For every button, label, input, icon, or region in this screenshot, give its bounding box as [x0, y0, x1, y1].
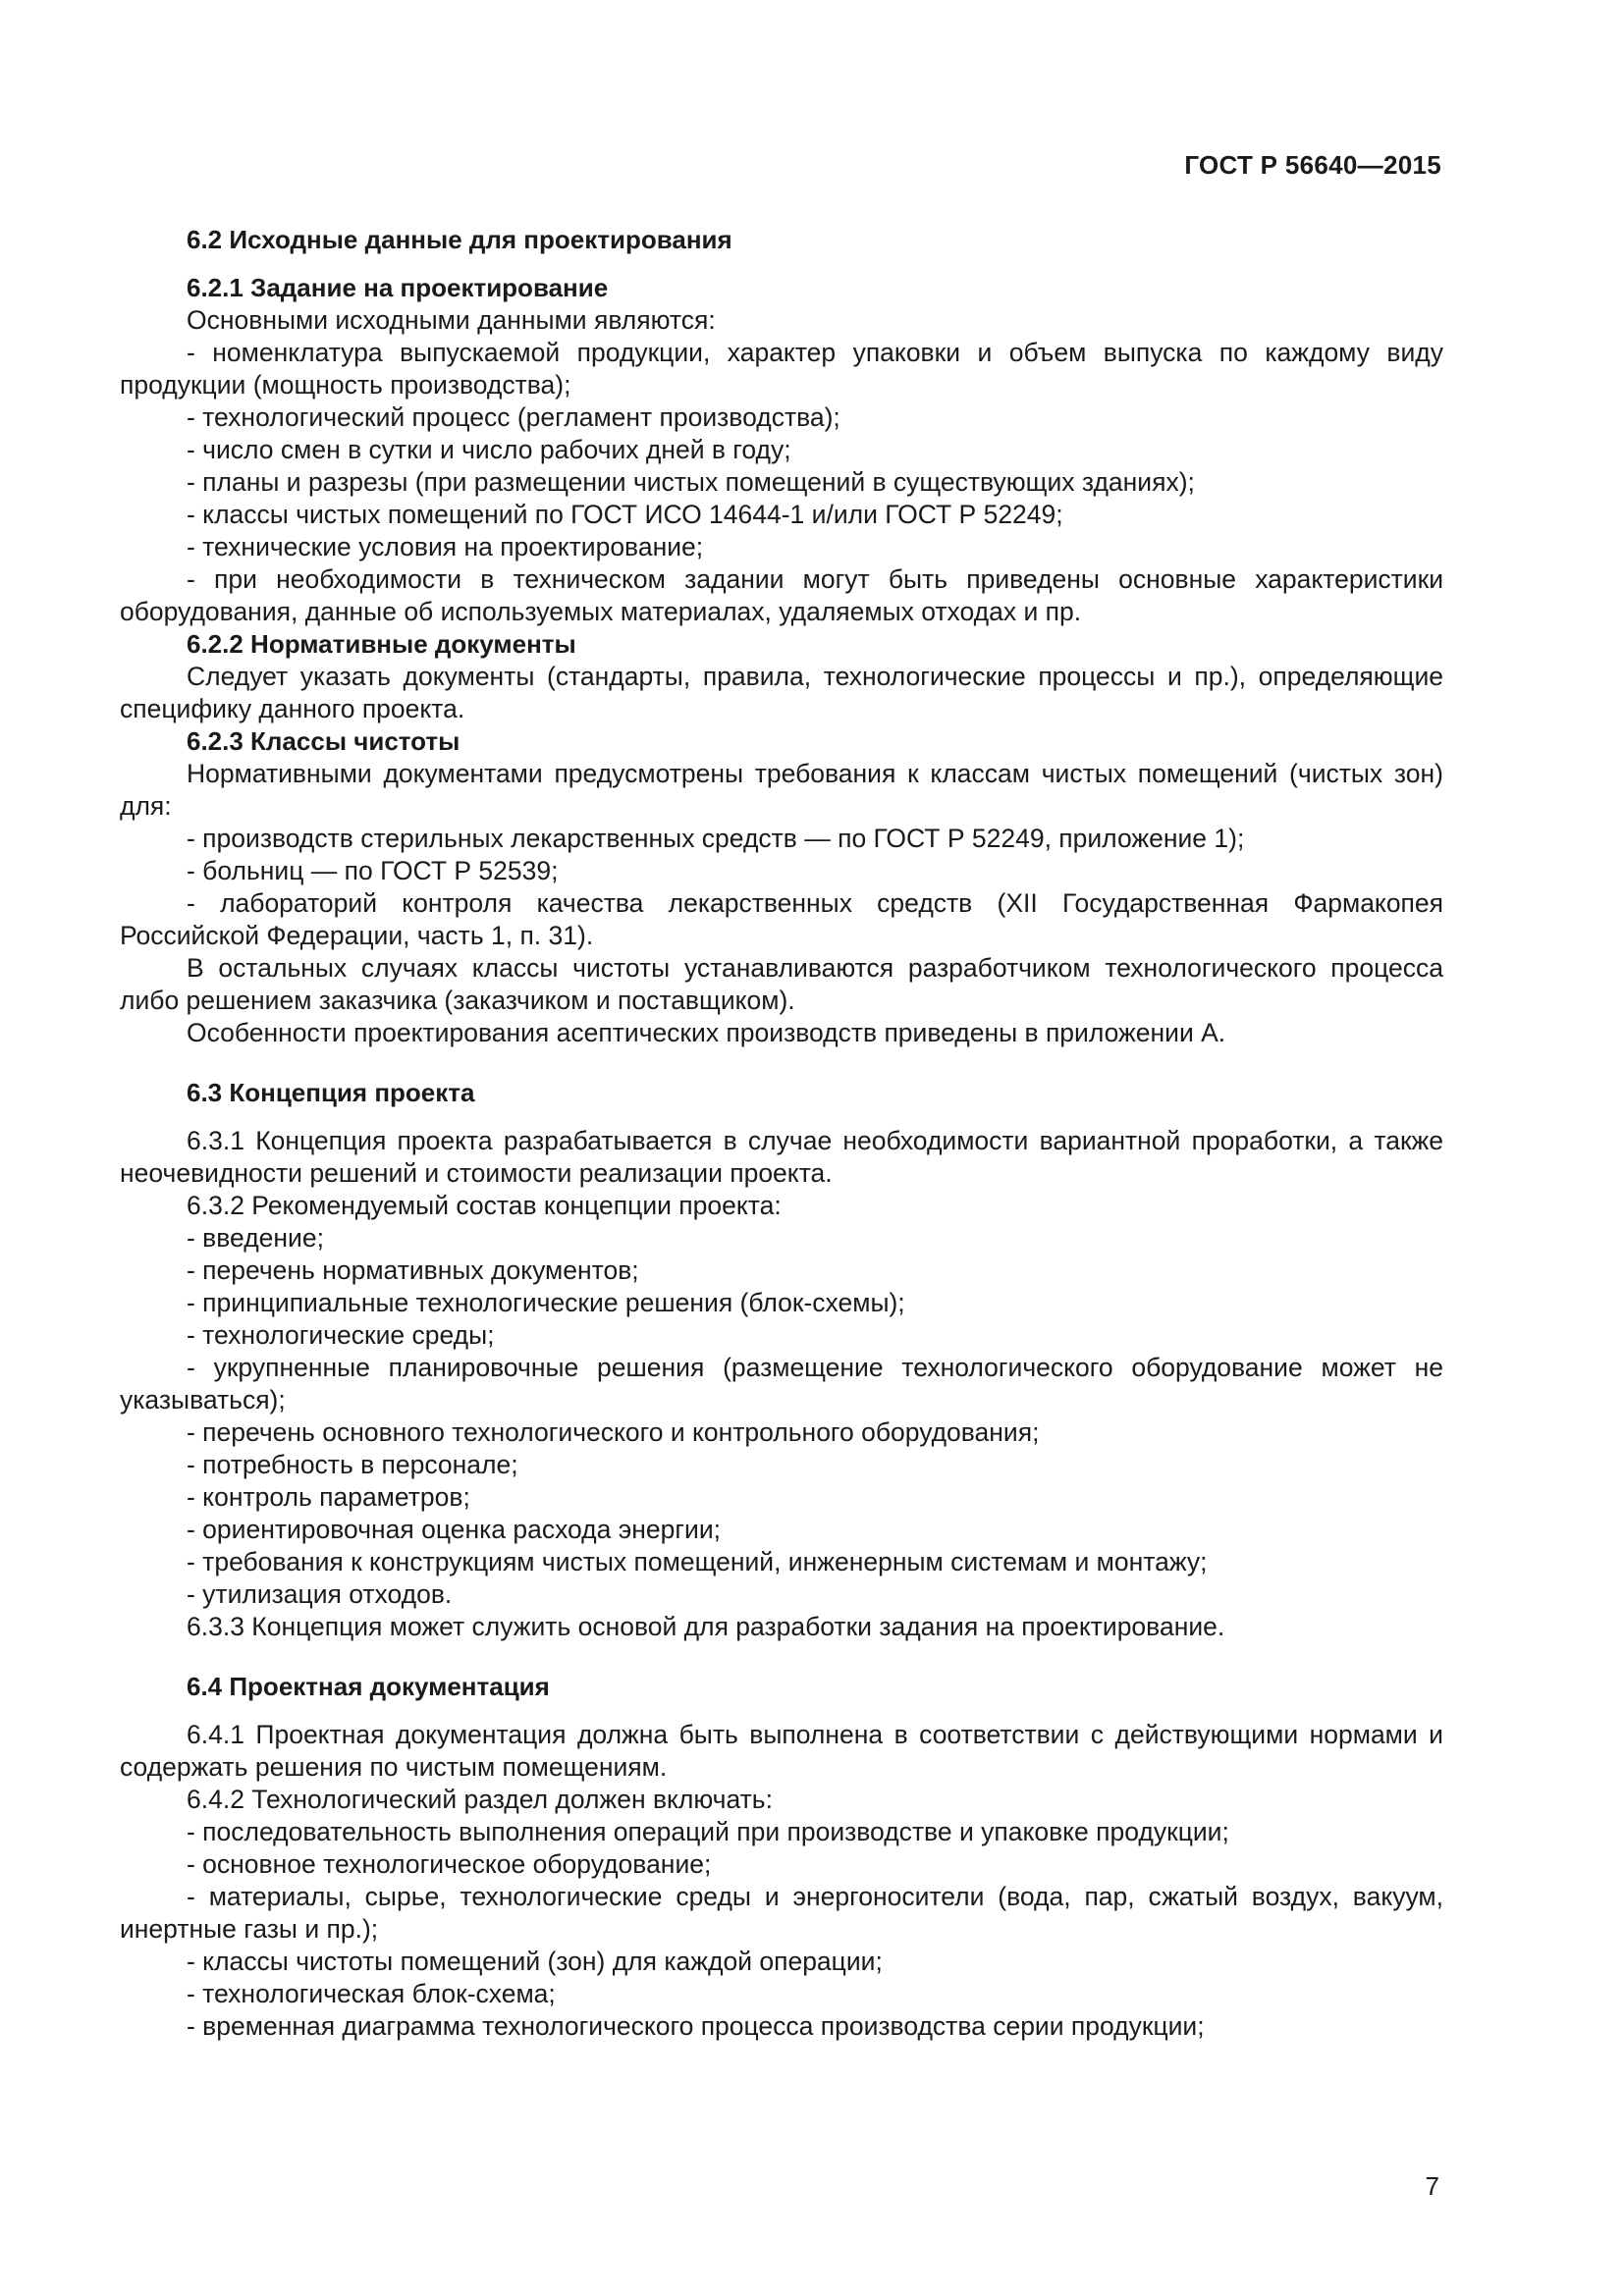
body-paragraph: - контроль параметров;	[187, 1482, 470, 1512]
body-paragraph: - лабораторий контроля качества лекарственных средств (XII Государственная Фармакопея Российской Федерации, часть 1, п. 31).	[120, 888, 1443, 950]
body-paragraph: - больниц — по ГОСТ Р 52539;	[187, 856, 559, 885]
body-paragraph: Следует указать документы (стандарты, правила, технологические процессы и пр.), определяющие специфику данного проекта.	[120, 662, 1443, 723]
section-heading: 6.2.1 Задание на проектирование	[187, 273, 609, 302]
body-paragraph: - при необходимости в техническом задании могут быть приведены основные характеристики оборудования, данные об используемых материалах, удаляемых отходах и пр.	[120, 564, 1443, 626]
body-paragraph: - последовательность выполнения операций при производстве и упаковке продукции;	[187, 1817, 1229, 1846]
body-paragraph: - планы и разрезы (при размещении чистых помещений в существующих зданиях);	[187, 467, 1195, 497]
body-paragraph: Особенности проектирования асептических производств приведены в приложении А.	[187, 1018, 1226, 1047]
body-paragraph: - временная диаграмма технологического процесса производства серии продукции;	[187, 2011, 1205, 2041]
body-paragraph: - принципиальные технологические решения (блок-схемы);	[187, 1288, 905, 1317]
body-paragraph: Нормативными документами предусмотрены требования к классам чистых помещений (чистых зон) для:	[120, 759, 1443, 821]
body-paragraph: - ориентировочная оценка расхода энергии;	[187, 1515, 722, 1544]
body-paragraph: - перечень нормативных документов;	[187, 1255, 639, 1285]
body-paragraph: - материалы, сырье, технологические среды и энергоносители (вода, пар, сжатый воздух, вакуум, инертные газы и пр.);	[120, 1882, 1443, 1944]
section-heading: 6.3 Концепция проекта	[187, 1078, 475, 1107]
body-paragraph: - производств стерильных лекарственных средств — по ГОСТ Р 52249, приложение 1);	[187, 824, 1245, 853]
section-heading: 6.2.3 Классы чистоты	[187, 726, 460, 756]
body-paragraph: - число смен в сутки и число рабочих дней в году;	[187, 435, 791, 464]
body-paragraph: - технологический процесс (регламент производства);	[187, 402, 840, 432]
section-heading: 6.4 Проектная документация	[187, 1672, 550, 1701]
body-paragraph: - номенклатура выпускаемой продукции, характер упаковки и объем выпуска по каждому виду продукции (мощность производства);	[120, 338, 1443, 400]
body-paragraph: - технические условия на проектирование;	[187, 532, 704, 561]
body-paragraph: - классы чистых помещений по ГОСТ ИСО 14644-1 и/или ГОСТ Р 52249;	[187, 500, 1063, 529]
body-paragraph: 6.4.1 Проектная документация должна быть выполнена в соответствии с действующими нормами и содержать решения по чистым помещениям.	[120, 1720, 1443, 1782]
body-paragraph: - потребность в персонале;	[187, 1450, 518, 1479]
document-body	[120, 224, 1443, 2043]
body-paragraph: 6.3.3 Концепция может служить основой для разработки задания на проектирование.	[187, 1612, 1225, 1641]
body-paragraph: - основное технологическое оборудование;	[187, 1849, 712, 1879]
body-paragraph: - укрупненные планировочные решения (размещение технологического оборудование может не указываться);	[120, 1353, 1443, 1415]
section-heading: 6.2 Исходные данные для проектирования	[187, 225, 732, 254]
body-paragraph: 6.3.2 Рекомендуемый состав концепции проекта:	[187, 1191, 782, 1220]
body-paragraph: - технологические среды;	[187, 1320, 495, 1350]
body-paragraph: 6.3.1 Концепция проекта разрабатывается в случае необходимости вариантной проработки, а также неочевидности решений и стоимости реализации проекта.	[120, 1126, 1443, 1188]
body-paragraph: - классы чистоты помещений (зон) для каждой операции;	[187, 1947, 883, 1976]
body-paragraph: Основными исходными данными являются:	[187, 305, 716, 335]
body-paragraph: - перечень основного технологического и контрольного оборудования;	[187, 1417, 1040, 1447]
body-paragraph: В остальных случаях классы чистоты устанавливаются разработчиком технологического процесса либо решением заказчика (заказчиком и поставщиком).	[120, 953, 1443, 1015]
body-paragraph: - требования к конструкциям чистых помещений, инженерным системам и монтажу;	[187, 1547, 1208, 1576]
body-paragraph: - технологическая блок-схема;	[187, 1979, 556, 2008]
body-paragraph: - утилизация отходов.	[187, 1579, 453, 1609]
page-number: 7	[1425, 2171, 1439, 2201]
section-heading: 6.2.2 Нормативные документы	[187, 629, 576, 659]
body-paragraph: - введение;	[187, 1223, 324, 1253]
body-paragraph: 6.4.2 Технологический раздел должен включать:	[187, 1785, 773, 1814]
document-header: ГОСТ Р 56640—2015	[1184, 150, 1441, 180]
